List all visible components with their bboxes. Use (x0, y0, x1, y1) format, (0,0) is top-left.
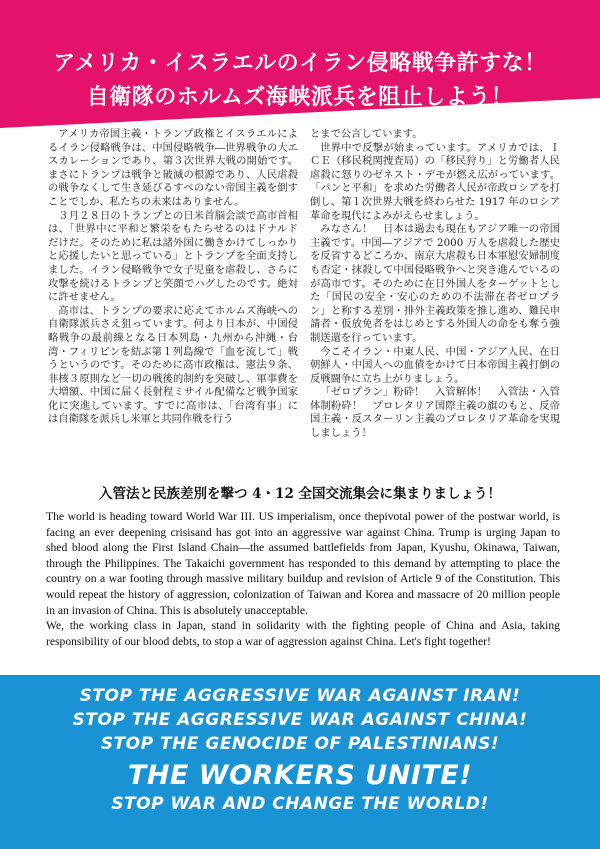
paragraph-continued: とまで公言しています。 (310, 128, 423, 140)
paragraph: 今こそイラン・中東人民、中国・アジア人民、在日朝鮮人・中国人への血債をかけて日本帝国主義打倒の反戦闘争に立ち上がりましょう。 (310, 345, 560, 385)
paragraph: 世界中で反撃が始まっています。アメリカでは、ＩＣＥ（移民税関捜査局）の「移民狩り」と労働者人民虐殺に怒りのゼネスト・デモが燃え広がっています。「パンと平和」を求めた労働者人民が帝政ロシアを打倒し、第１次世界大戦を終わらせた 1917 年のロシア革命を現代によみがえらせましょう。 (310, 141, 560, 222)
paragraph: 高市は、トランプの要求に応えてホルムズ海峡への自衛隊派兵さえ狙っています。何より日本が、中国侵略戦争の最前線となる日本列島・九州から沖縄・台湾・フィリピンを結ぶ第１列島線で「血を流して」戦うというのです。そのために高市政権は、憲法９条、非核３原則など一切の戦後的制約を突破し、軍事費を大増額、中国に届く長射程ミサイル配備など戦争国家化に突進しています。すでに高市は、「台湾有事」には自衛隊を派兵し米軍と共同作戦を行う (48, 304, 298, 426)
slogan-china: STOP THE AGGRESSIVE WAR AGAINST CHINA! (72, 710, 528, 730)
japanese-columns (48, 128, 560, 484)
english-text (46, 509, 560, 649)
paragraph: 「ゼロプラン」粉砕！ 入管解体！ 入管法・入管体制粉砕！ プロレタリア国際主義の旗のもと、反帝国主義・反スターリン主義のプロレタリア革命を実現しましょう！ (310, 386, 560, 440)
slogan-stop-war: STOP WAR AND CHANGE THE WORLD! (111, 794, 489, 814)
left-column (48, 128, 298, 484)
english-paragraph: The world is heading toward World War III. US imperialism, once thepivotal power of the postwar world, is facing an ever deepening crisisand has got into an aggressive war against China. Trump is urging Japan to shed blood along the First Island Chain—the assumed battlefields from Japan, Kyushu, Okinawa, Taiwan, through the Philippines. The Takaichi government has responded to this demand by attempting to place the country on a war footing through massive military buildup and revision of Article 9 of the Constitution. This would repeat the history of aggression, colonization of Taiwan and Korea and massacre of 20 million people in an invasion of China. This is absolutely unacceptable. (46, 510, 560, 617)
rally-announcement: 入管法と民族差別を撃つ 4・12 全国交流集会に集まりましょう！ (98, 486, 502, 502)
slogan-iran: STOP THE AGGRESSIVE WAR AGAINST IRAN! (79, 686, 521, 706)
slogan-palestine: STOP THE GENOCIDE OF PALESTINIANS! (100, 734, 500, 754)
headline-line-1: アメリカ・イスラエルのイラン侵略戦争許すな！ (53, 51, 547, 76)
slogan-workers-unite: THE WORKERS UNITE! (127, 760, 473, 791)
english-paragraph: We, the working class in Japan, stand in solidarity with the fighting people of China and Asia, taking responsibility of our blood debts, to stop a war of aggression against China. Let's fight together! (46, 619, 560, 648)
paragraph: ３月２８日のトランプとの日米首脳会談で高市首相は、「世界中に平和と繁栄をもたらせるのはドナルドだけだ。そのために私は諸外国に働きかけてしっかりと応援したいと思っている」とトランプを全面支持しました。イラン侵略戦争で女子児童を虐殺し、さらに攻撃を続けるトランプと笑顔でハグしたのです。絶対に許せません。 (48, 209, 298, 304)
headline-line-2: 自衛隊のホルムズ海峡派兵を阻止しよう！ (86, 85, 514, 110)
right-column (310, 128, 560, 484)
paragraph: みなさん！ 日本は過去も現在もアジア唯一の帝国主義です。中国―アジアで 2000 万人を虐殺した歴史を反省するどころか、南京大虐殺も日本軍慰安婦制度も否定・抹殺して中国侵略戦争へと突き進んでいるのが高市です。そのために在日外国人をターゲットとした「国民の安全・安心のための不法滞在者ゼロプラン」と称する差別・排外主義政策を推し進め、難民申請者・仮放免者をはじめとする外国人の命をも奪う強制送還を行っています。 (310, 223, 560, 344)
paragraph: アメリカ帝国主義・トランプ政権とイスラエルによるイラン侵略戦争は、中国侵略戦争―世界戦争の大エスカレーションであり、第３次世界大戦の開始です。まさにトランプは戦争と破滅の根源であり、人民虐殺の戦争なくして生き延びるすべのない帝国主義を倒すことでしか、私たちの未来はありません。 (48, 128, 298, 208)
